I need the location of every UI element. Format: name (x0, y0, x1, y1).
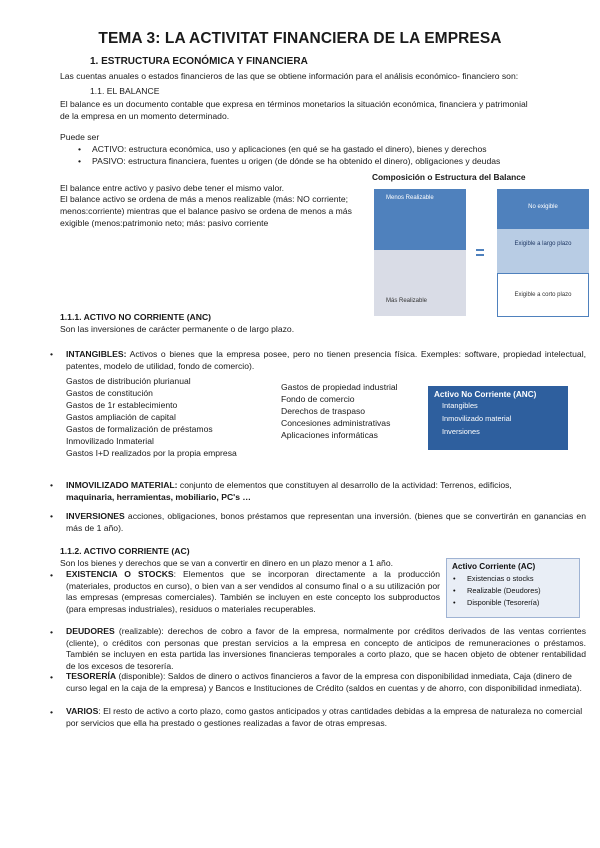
anc-definition: Son las inversiones de carácter permanente o de largo plazo. (60, 324, 295, 334)
intangibles-list-col2 (281, 381, 421, 441)
existencias-text: : Elementos que se incorporan directamente a la producción (materiales, productos en curso), o bien van a ser vendidos al consumo final o a su utilización por las empresas (empresas comerciales). También se incluyen en este concepto los subproductos (para empresas industriales), residuos o materiales recuperables. (66, 569, 440, 614)
deudores-paragraph (50, 626, 586, 672)
intangibles-paragraph (50, 348, 586, 372)
ac-summary-panel (446, 558, 580, 618)
menos-realizable-block: Menos Realizable (374, 189, 466, 250)
intro-paragraph: Las cuentas anuales o estados financieros de las que se obtiene información para el análisis económico- financiero son: (60, 71, 519, 81)
subsection-heading-anc: 1.1.1. ACTIVO NO CORRIENTE (ANC) (60, 312, 212, 322)
list-item: • ACTIVO: estructura económica, uso y aplicaciones (en qué se ha gastado el dinero), bienes y derechos (78, 143, 578, 155)
inmovilizado-text: conjunto de elementos que constituyen al desarrollo de la actividad: Terrenos, edificios, (177, 480, 512, 490)
bullet: • (50, 570, 54, 580)
intangibles-text: Activos o bienes que la empresa posee, pero no tienen presencia física. Exemples: software, propiedad intelectual, patentes, modelo de utilidad, fondo de comercio). (66, 349, 586, 371)
list-item: • PASIVO: estructura financiera, fuentes u origen (de dónde se ha obtenido el dinero), obligaciones y deudas (78, 155, 578, 167)
tesoreria-text: (disponible): Saldos de dinero o activos financieros a favor de la empresa con disponibilidad inmediata, Caja (dinero de curso legal en la caja de la empresa) y Bancos e Instituciones de Crédito (saldos en cuentas y de ahorro, con disponibilidad inmediata). (66, 671, 582, 693)
inversiones-label: INVERSIONES (66, 511, 125, 521)
bullet: • (50, 511, 54, 521)
deudores-text: (realizable): derechos de cobro a favor de la empresa, normalmente por créditos derivados de las ventas corrientes (cliente), o créditos con personas que prestan servicios a la empresa en concepto de anticipos de remuneraciones o préstamos. También se incluyen en esta partida las inversiones financieras temporales a corto plazo, que se hacen objeto de obtener rentabilidad de los excesos de tesorería. (66, 626, 586, 671)
bullet: • (50, 349, 54, 359)
activo-pasivo-list (78, 143, 578, 167)
puede-ser-label: Puede ser (60, 132, 100, 142)
bullet: • (50, 627, 54, 637)
bullet: • (50, 480, 54, 490)
equal-sign-icon (476, 254, 484, 256)
list-item: Gastos de formalización de préstamos (66, 424, 213, 434)
anc-panel-title: Activo No Corriente (ANC) (434, 390, 537, 399)
list-item: Aplicaciones informáticas (281, 430, 378, 440)
balance-diagram-title: Composición o Estructura del Balance (372, 172, 526, 182)
balance-equal-text: El balance entre activo y pasivo debe tener el mismo valor. (60, 183, 285, 193)
ac-panel-title: Activo Corriente (AC) (452, 562, 536, 571)
list-item: Gastos I+D realizados por la propia empresa (66, 448, 237, 458)
list-item: Gastos ampliación de capital (66, 412, 176, 422)
list-item: Derechos de traspaso (281, 406, 366, 416)
balance-definition: El balance es un documento contable que expresa en términos monetarios la situación económica, financiera y patrimonial de la empresa en un momento determinado. (60, 99, 528, 121)
inmovilizado-examples: maquinaria, herramientas, mobiliario, PC's … (66, 492, 251, 502)
varios-text: : El resto de activo a corto plazo, como gastos anticipados y otras cantidades debidas a la empresa de naturaleza no comercial por servicios que ella ha prestado o gestiones realizadas a favor de otras empresas. (66, 706, 583, 728)
intangibles-label: INTANGIBLES: (66, 349, 127, 359)
ac-definition: Son los bienes y derechos que se van a convertir en dinero en un plazo menor a 1 año. (60, 558, 393, 568)
existencias-label: EXISTENCIA O STOCKS (66, 569, 174, 579)
mas-realizable-block: Más Realizable (374, 250, 466, 316)
anc-panel-item: Inversiones (442, 427, 480, 436)
subsection-heading-ac: 1.1.2. ACTIVO CORRIENTE (AC) (60, 546, 190, 556)
section-heading: 1. ESTRUCTURA ECONÓMICA Y FINANCIERA (90, 56, 308, 67)
exigible-largo-block: Exigible a largo plazo (497, 229, 589, 273)
tesoreria-paragraph (50, 671, 586, 694)
subsection-heading-balance: 1.1. EL BALANCE (90, 86, 160, 96)
tesoreria-label: TESORERÍA (66, 671, 117, 681)
anc-summary-panel (428, 386, 568, 450)
list-item: Inmovilizado Inmaterial (66, 436, 154, 446)
list-item: Gastos de constitución (66, 388, 153, 398)
inmovilizado-paragraph (50, 479, 586, 503)
ac-panel-item: • Realizable (Deudores) (453, 585, 579, 597)
equal-sign-icon (476, 249, 484, 251)
bullet: • (50, 707, 54, 717)
list-item: Concesiones administrativas (281, 418, 391, 428)
varios-paragraph (50, 706, 586, 729)
page-title: TEMA 3: LA ACTIVITAT FINANCIERA DE LA EMPRESA (98, 30, 502, 47)
list-item: Gastos de distribución plurianual (66, 376, 191, 386)
intangibles-list-col1 (66, 375, 276, 459)
inmovilizado-label: INMOVILIZADO MATERIAL: (66, 480, 178, 490)
ac-panel-item: • Existencias o stocks (453, 573, 579, 585)
inversiones-paragraph (50, 510, 586, 534)
bullet: • (50, 672, 54, 682)
varios-label: VARIOS (66, 706, 99, 716)
existencias-paragraph (50, 569, 440, 615)
list-item: Gastos de 1r establecimiento (66, 400, 178, 410)
balance-order-text: El balance activo se ordena de más a menos realizable (más: NO corriente; menos:corriente) mientras que el balance pasivo se ordena de menos a más exigible (menos:patrimonio neto; más: pasivo corriente (60, 194, 352, 228)
no-exigible-block: No exigible (497, 189, 589, 229)
anc-panel-item: Intangibles (442, 401, 478, 410)
exigible-corto-block: Exigible a corto plazo (497, 273, 589, 317)
ac-panel-item: • Disponible (Tesorería) (453, 597, 579, 609)
inversiones-text: acciones, obligaciones, bonos préstamos que representan una inversión. (bienes que se convertirán en ganancias en más de 1 año). (66, 511, 586, 533)
list-item: Gastos de propiedad industrial (281, 382, 398, 392)
deudores-label: DEUDORES (66, 626, 115, 636)
anc-panel-item: Inmovilizado material (442, 414, 512, 423)
list-item: Fondo de comercio (281, 394, 355, 404)
